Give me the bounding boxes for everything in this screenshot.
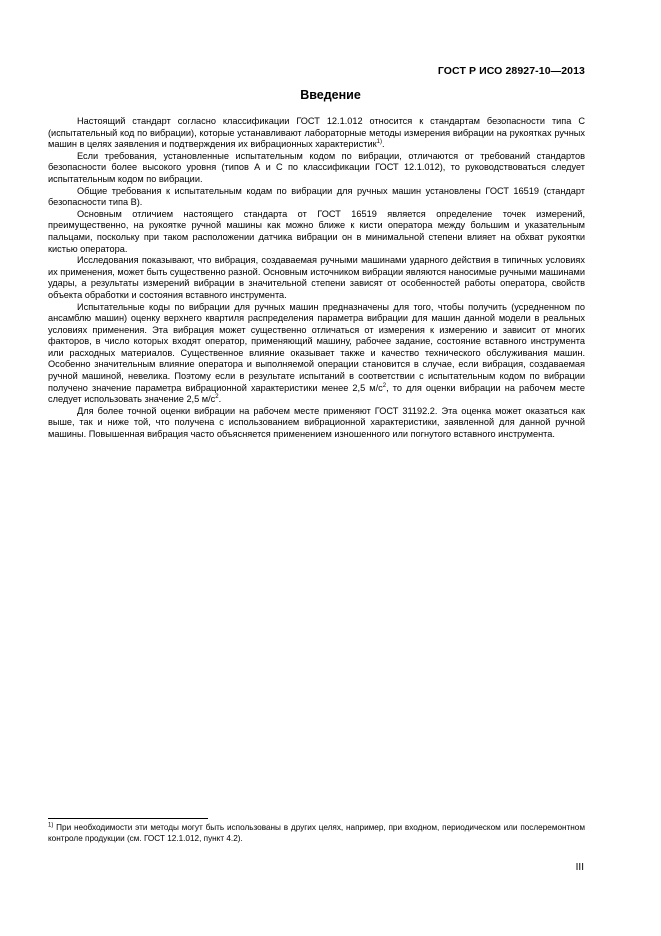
footnote-text: При необходимости эти методы могут быть использованы в других целях, например, при входном, периодическом или послеремонтном контроле продукции (см. ГОСТ 12.1.012, пункт 4.2). xyxy=(48,823,585,843)
exponent: 2 xyxy=(382,382,387,389)
paragraph-5: Исследования показывают, что вибрация, создаваемая ручными машинами ударного действия в типичных условиях их применения, может быть существенно разной. Основным источником вибрации являются наносимые ручными машинами удары, а результаты измерений вибрации в значительной степени зависят от особенностей работы оператора, свойств объекта обработки и состояния вставного инструмента. xyxy=(48,255,585,300)
introduction-body xyxy=(48,116,585,441)
paragraph-3: Общие требования к испытательным кодам по вибрации для ручных машин установлены ГОСТ 16519 (стандарт безопасности типа В). xyxy=(48,185,585,208)
section-title: Введение xyxy=(300,88,361,102)
footnote-ref: 1) xyxy=(376,139,382,146)
document-header: ГОСТ Р ИСО 28927-10—2013 xyxy=(437,65,585,77)
paragraph-6-text-b: , то для оценки вибрации на рабочем месте следует использовать значение 2,5 м/с xyxy=(48,382,585,405)
paragraph-1: Настоящий стандарт согласно классификации ГОСТ 12.1.012 относится к стандартам безопасности типа С (испытательный код по вибрации), которые устанавливают лабораторные методы измерения вибрации на рукоятках ручных машин в целях заявления и подтверждения их вибрационных характеристик$^{1)}$. xyxy=(48,116,585,150)
footnote-mark: 1) xyxy=(48,822,54,829)
footnote xyxy=(48,823,585,844)
paragraph-7: Для более точной оценки вибрации на рабочем месте применяют ГОСТ 31192.2. Эта оценка может оказаться как выше, так и ниже той, что получена с использованием вибрационной характеристики, заявленной для данной ручной машины. Повышенная вибрация часто объясняется применением изношенного или погнутого вставного инструмента. xyxy=(48,405,585,440)
paragraph-6-text-c: . xyxy=(218,394,222,405)
paragraph-6 xyxy=(48,302,585,406)
exponent: 2 xyxy=(215,394,219,401)
paragraph-2: Если требования, установленные испытательным кодом по вибрации, отличаются от требований стандартов безопасности более высокого уровня (типов А и С по классификации ГОСТ 12.1.012), то руководствоваться следует испытательным кодом по вибрации. xyxy=(48,150,585,184)
paragraph-1-text: Настоящий стандарт согласно классификации ГОСТ 12.1.012 относится к стандартам безопасности типа С (испытательный код по вибрации), которые устанавливают лабораторные методы измерения вибрации на рукоятках ручных машин в целях заявления и подтверждения их вибрационных характеристик xyxy=(48,116,585,150)
page-number: III xyxy=(575,862,584,873)
paragraph-6-text-a: Испытательные коды по вибрации для ручных машин предназначены для того, чтобы получить (усредненном по ансамблю машин) оценку верхнего квартиля распределения параметра вибрации для машин данной модели в реальных условиях применения. Эта вибрация может существенно отличаться от измерения к измерению и зависит от многих факторов, в число которых входят оператор, применяющий машину, рабочее задание, состояние вставного инструмента или расходных материалов. Существенное влияние оказывает также и качество технического обслуживания машин. Особенно значительным влияние оператора и выполняемой операции становится в случае, если вибрация, создаваемая ручной машиной, невелика. Поэтому если в результате испытаний в соответствии с испытательным кодом по вибрации получено значение параметра вибрационной характеристики менее 2,5 м/с xyxy=(48,301,585,393)
paragraph-4: Основным отличием настоящего стандарта от ГОСТ 16519 является определение точек измерений, преимущественно, на рукоятке ручной машины как можно ближе к кисти оператора между большим и указательным пальцами, поскольку при таком расположении датчика вибрации он в минимальной степени влияет на обхват рукоятки кистью оператора. xyxy=(48,208,585,254)
footnote-divider xyxy=(48,818,208,819)
